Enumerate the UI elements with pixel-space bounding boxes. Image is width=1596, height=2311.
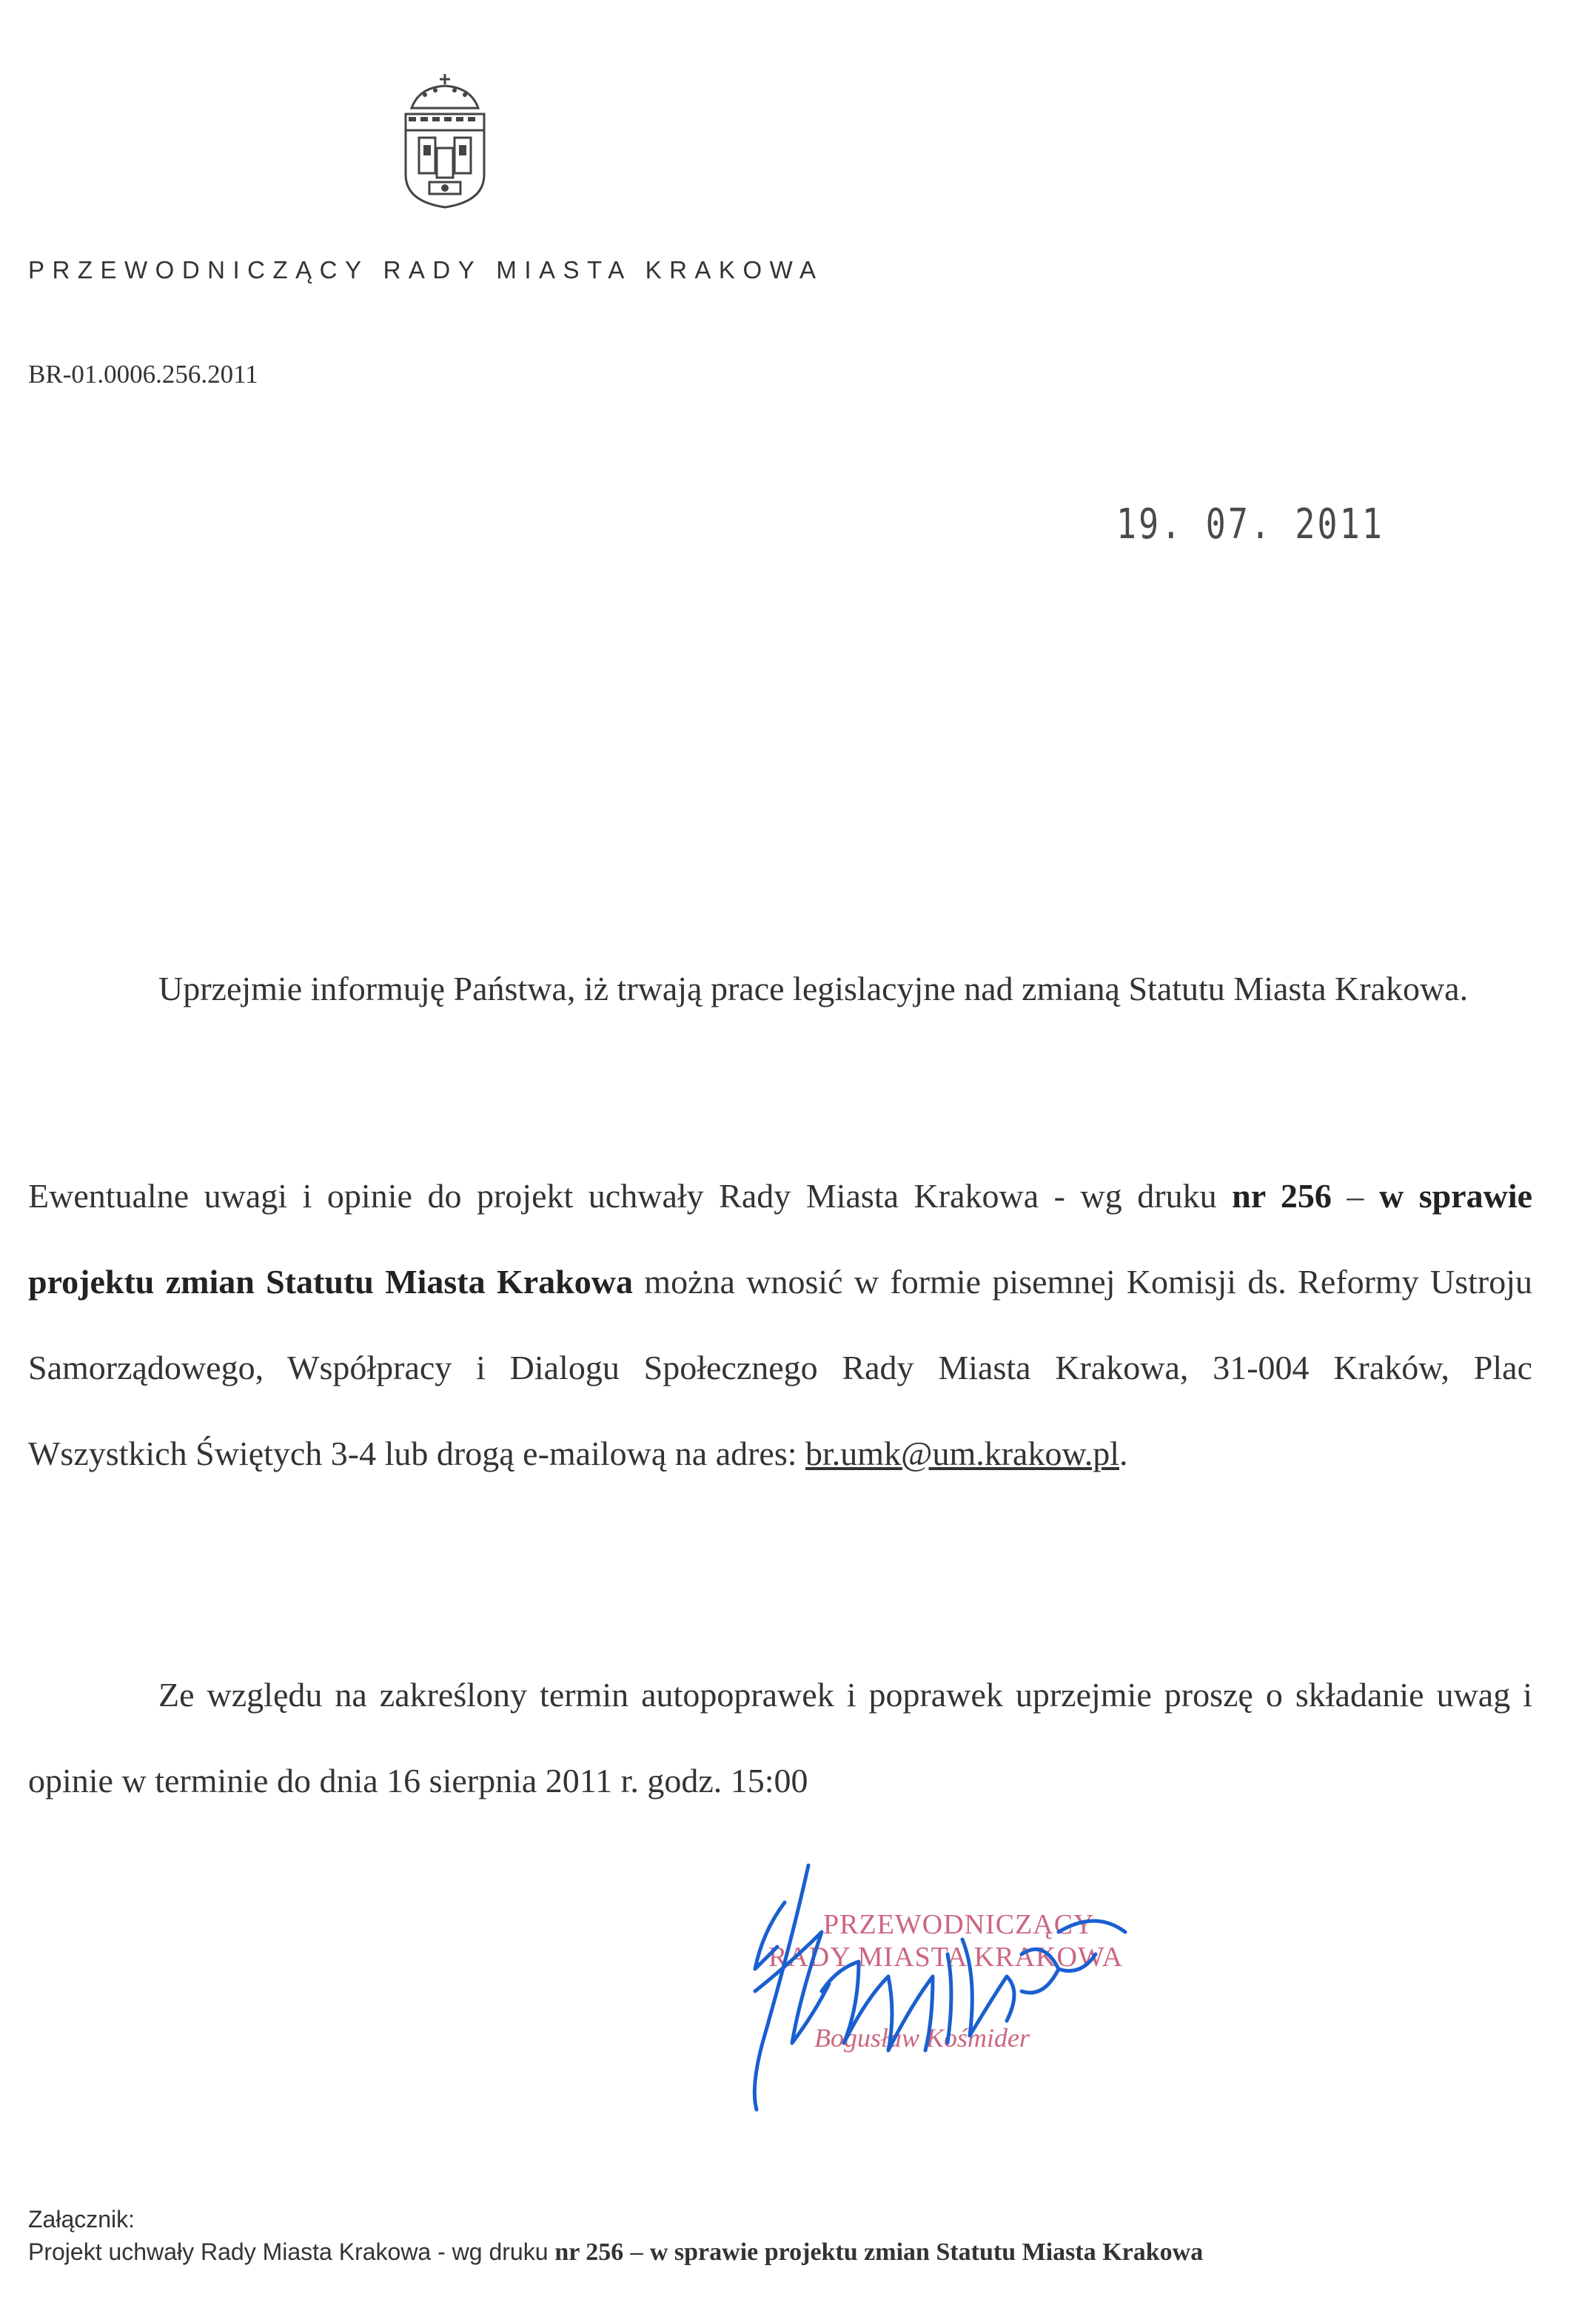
- attachment-label: Załącznik:: [28, 2206, 135, 2233]
- paragraph-submission-rest: można wnosić w formie pisemnej Komisji ds. Reformy Ustroju Samorządowego, Współpracy i Dialogu Społecznego Rady Miasta Krakowa, 31-004 Kraków, Plac Wszystkich Świętych 3-4 lub drogą e-mailową na adres:: [28, 1263, 1532, 1472]
- paragraph-intro-text: Uprzejmie informuję Państwa, iż trwają prace legislacyjne nad zmianą Statutu Miasta Krakowa.: [158, 970, 1469, 1007]
- dash: –: [1331, 1177, 1379, 1215]
- date-stamp: 19. 07. 2011: [1116, 500, 1385, 549]
- stamp-name: Bogusław Kośmider: [814, 2023, 1030, 2053]
- reference-number: BR-01.0006.256.2011: [28, 360, 258, 389]
- paragraph-deadline-text: Ze względu na zakreślony termin autopoprawek i poprawek uprzejmie proszę o składanie uwag i opinie w terminie do dnia 16 sierpnia 2011 r. godz. 15:00: [28, 1676, 1532, 1800]
- office-title: PRZEWODNICZĄCY RADY MIASTA KRAKOWA: [28, 256, 824, 284]
- paragraph-submission-end: .: [1119, 1435, 1128, 1472]
- stamp-line-council: RADY MIASTA KRAKOWA: [768, 1942, 1124, 1973]
- email-link[interactable]: br.umk@um.krakow.pl: [805, 1435, 1119, 1472]
- attachment-intro: Projekt uchwały Rady Miasta Krakowa - wg druku: [28, 2238, 555, 2265]
- signature-block: [711, 1851, 1140, 2117]
- paragraph-submission-intro: Ewentualne uwagi i opinie do projekt uchwały Rady Miasta Krakowa - wg druku: [28, 1177, 1233, 1215]
- krakow-coat-of-arms-icon: [397, 71, 493, 209]
- attachment-description: [28, 2235, 1203, 2269]
- paragraph-submission: [28, 1153, 1532, 1497]
- attachment-resolution-title: w sprawie projektu zmian Statutu Miasta Krakowa: [649, 2238, 1204, 2266]
- handwritten-signature-icon: [711, 1851, 1140, 2117]
- attachment-dash: –: [623, 2238, 650, 2265]
- attachment-print-number: nr 256: [554, 2238, 624, 2266]
- print-number: nr 256: [1232, 1177, 1332, 1215]
- attachment-note: [28, 2203, 1203, 2269]
- paragraph-intro: [28, 946, 1532, 1032]
- stamp-line-chairman: PRZEWODNICZĄCY: [823, 1909, 1095, 1940]
- resolution-title: w sprawie projektu zmian Statutu Miasta Krakowa: [28, 1177, 1533, 1301]
- paragraph-deadline: [28, 1652, 1532, 1824]
